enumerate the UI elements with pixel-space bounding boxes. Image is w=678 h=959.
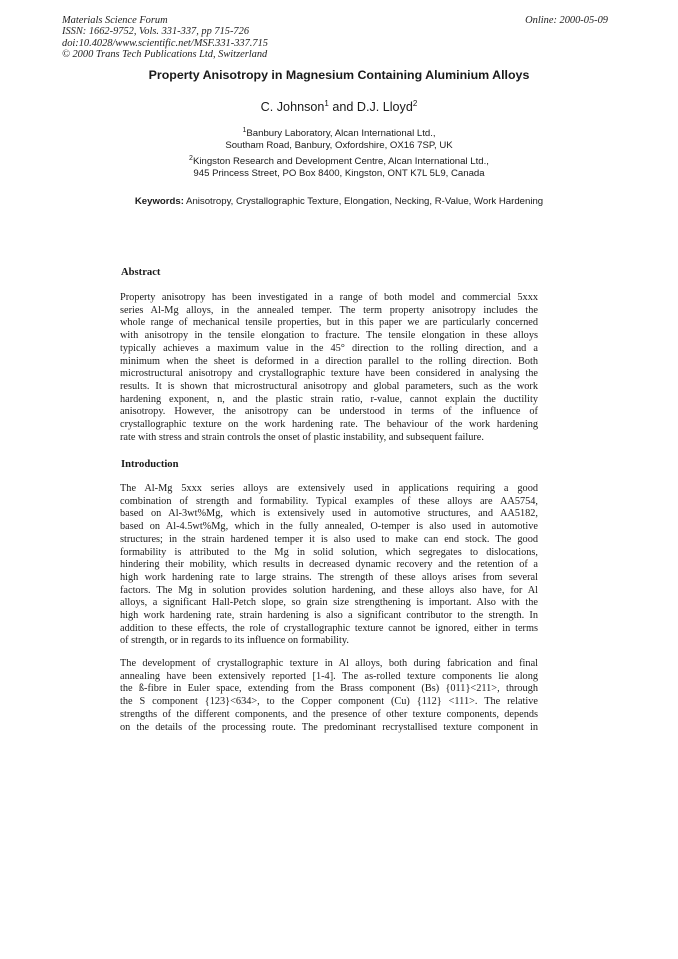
text-line: rate with stress and strain controls the onset of plastic instability, and subsequent failure.: [120, 431, 484, 443]
author-1-affil-mark: 1: [324, 99, 329, 108]
text-line: factors. The Mg in solution provides solution hardening, and these alloys also have, for Al: [120, 584, 538, 596]
text-line: combination of strength and formability. Typical examples of these alloys are AA5754,: [120, 495, 538, 507]
abstract-heading: Abstract: [121, 267, 161, 278]
text-line: crystallographic texture on the work hardening rate. The behaviour of the work hardening: [120, 419, 538, 431]
text-line: addition to these effects, the role of crystallographic texture cannot be ignored, either in terms: [120, 622, 538, 634]
text-line: high work hardening rate, strain hardening is also a significant contributor to the strength. In: [120, 610, 538, 622]
journal-header: [62, 15, 268, 60]
text-line: microstructural anisotropy and crystallographic texture have been considered in analysing the: [120, 368, 538, 380]
text-line: minimum when the sheet is deformed in a direction parallel to the rolling direction. Both: [120, 355, 538, 367]
text-line: typically achieves a maximum value in the 45° direction to the rolling direction, and a: [120, 342, 538, 354]
text-line: of strength, or in regards to its influence on formability.: [120, 635, 349, 647]
text-line: Property anisotropy has been investigated in a range of both model and commercial 5xxx: [120, 292, 538, 303]
affiliation-1-mark: 1: [242, 127, 247, 134]
text-line: hardening exponent, n, and the plastic strain ratio, r-value, cannot explain the ductility: [120, 393, 538, 405]
text-line: anisotropy. However, the anisotropy can be understood in terms of the influence of: [120, 406, 538, 418]
introduction-paragraph-2: [120, 658, 538, 734]
text-line: high work hardening rate to large strains. The strength of these alloys arises from several: [120, 571, 538, 583]
text-line: series Al-Mg alloys, in the annealed temper. The term property anisotropy includes the: [120, 304, 538, 316]
online-date: Online: 2000-05-09: [525, 15, 608, 26]
journal-doi: doi:10.4028/www.scientific.net/MSF.331-337.715: [62, 37, 268, 49]
text-line: on the details of the processing route. The predominant recrystallised texture component in: [120, 721, 538, 733]
affiliation-2-line-1: Kingston Research and Development Centre, Alcan International Ltd.,: [192, 156, 489, 168]
text-line: The development of crystallographic texture in Al alloys, both during fabrication and final: [120, 658, 538, 669]
text-line: hindering their mobility, which results in decreased dynamic recovery and the retention of a: [120, 559, 538, 571]
text-line: formability is attributed to the Mg in solid solution, which segregates to dislocations,: [120, 546, 538, 558]
text-line: results. It is shown that microstructural anisotropy and global parameters, such as the work: [120, 380, 538, 392]
affiliation-2-line-2: 945 Princess Street, PO Box 8400, Kingston, ONT K7L 5L9, Canada: [193, 168, 485, 180]
text-line: strengths of the different components, and the presence of other texture components, depends: [120, 708, 538, 720]
journal-copyright: © 2000 Trans Tech Publications Ltd, Switzerland: [62, 48, 268, 60]
journal-issn: ISSN: 1662-9752, Vols. 331-337, pp 715-726: [62, 26, 250, 38]
text-line: The Al-Mg 5xxx series alloys are extensively used in applications requiring a good: [120, 483, 538, 494]
affiliation-1-line-2: Southam Road, Banbury, Oxfordshire, OX16 7SP, UK: [225, 140, 453, 152]
journal-name: Materials Science Forum: [62, 15, 168, 26]
keywords-label: Keywords:: [134, 196, 184, 207]
affiliation-2: [0, 153, 678, 181]
affiliation-1: [0, 125, 678, 153]
author-2: D.J. Lloyd: [356, 100, 413, 115]
text-line: with anisotropy in the tensile elongation to fracture. The tensile elongation in these alloys: [120, 330, 538, 342]
text-line: based on Al-4.5wt%Mg, which in the fully annealed, O-temper is also used in automotive: [120, 521, 538, 533]
author-conjunction: and: [328, 100, 357, 115]
text-line: the S component {123}<634>, to the Copper component (Cu) {112} <111>. The relative: [120, 696, 538, 708]
author-2-affil-mark: 2: [412, 99, 418, 108]
abstract-body: [120, 292, 538, 444]
text-line: structures; in the strain hardened temper it is also used to make can end stock. The good: [120, 533, 538, 545]
affiliation-1-line-1: Banbury Laboratory, Alcan International Ltd.,: [246, 128, 436, 140]
text-line: the ß-fibre in Euler space, extending from the Brass component (Bs) {011}<211>, through: [120, 683, 538, 695]
author-list: [0, 99, 678, 114]
keywords-text: Anisotropy, Crystallographic Texture, Elongation, Necking, R-Value, Work Hardening: [183, 196, 544, 207]
paper-title: Property Anisotropy in Magnesium Containing Aluminium Alloys: [148, 68, 530, 82]
text-line: based on Al-3wt%Mg, which is extensively used in automotive structures, and AA5182,: [120, 508, 538, 520]
introduction-heading: Introduction: [121, 459, 179, 470]
keywords: [0, 196, 678, 207]
introduction-paragraph-1: [120, 483, 538, 648]
affiliation-2-mark: 2: [189, 155, 193, 162]
author-1: C. Johnson: [260, 100, 325, 115]
text-line: whole range of mechanical tensile properties, but in this paper we are particularly concerned: [120, 317, 538, 329]
text-line: annealing have been extensively reported [1-4]. The as-rolled texture components lie along: [120, 670, 538, 682]
text-line: alloys, a significant Hall-Petch slope, so grain size strengthening is important. Also with the: [120, 597, 538, 609]
